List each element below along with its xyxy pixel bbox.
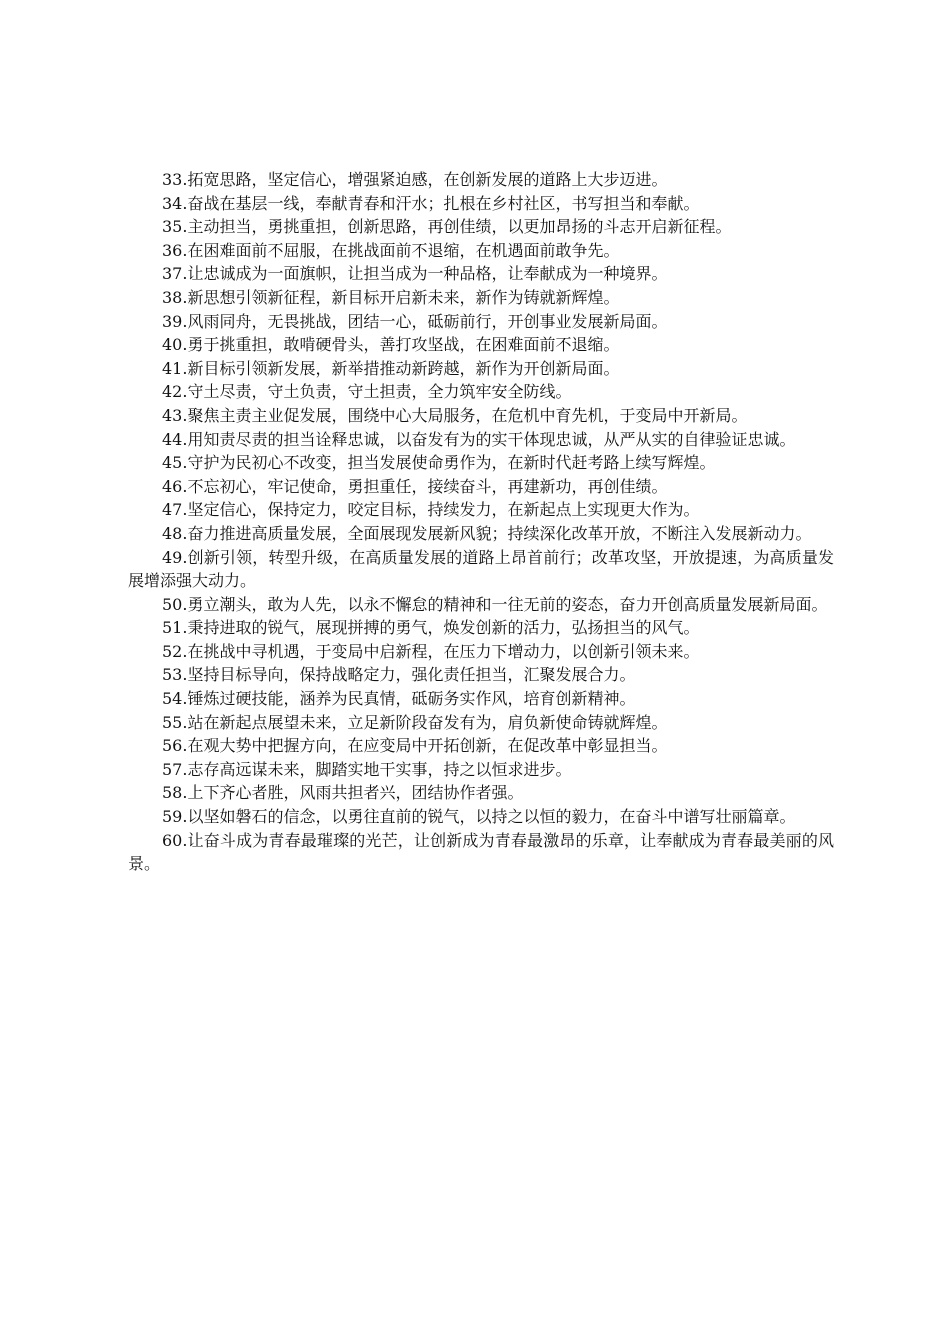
list-item: 41.新目标引领新发展，新举措推动新跨越，新作为开创新局面。 [162,358,620,378]
list-item: 46.不忘初心，牢记使命，勇担重任，接续奋斗，再建新功，再创佳绩。 [162,476,668,496]
list-item: 43.聚焦主责主业促发展，围绕中心大局服务，在危机中育先机，于变局中开新局。 [162,405,748,425]
list-item: 38.新思想引领新征程，新目标开启新未来，新作为铸就新辉煌。 [162,287,620,307]
list-item: 50.勇立潮头，敢为人先，以永不懈怠的精神和一往无前的姿态，奋力开创高质量发展新局面。 [162,594,828,614]
list-item: 54.锤炼过硬技能，涵养为民真情，砥砺务实作风，培育创新精神。 [162,689,636,709]
list-item: 40.勇于挑重担，敢啃硬骨头，善打攻坚战，在困难面前不退缩。 [162,335,620,355]
list-item: 47.坚定信心，保持定力，咬定目标，持续发力，在新起点上实现更大作为。 [162,500,700,520]
list-item: 45.守护为民初心不改变，担当发展使命勇作为，在新时代赶考路上续写辉煌。 [162,453,716,473]
list-item: 33.拓宽思路，坚定信心，增强紧迫感，在创新发展的道路上大步迈进。 [162,170,668,189]
list-item: 34.奋战在基层一线，奉献青春和汗水；扎根在乡村社区，书写担当和奉献。 [162,193,700,213]
list-item: 56.在观大势中把握方向，在应变局中开拓创新，在促改革中彰显担当。 [162,736,668,756]
list-item: 37.让忠诚成为一面旗帜，让担当成为一种品格，让奉献成为一种境界。 [162,264,668,284]
list-item: 42.守土尽责，守土负责，守土担责，全力筑牢安全防线。 [162,382,572,402]
list-item: 59.以坚如磐石的信念，以勇往直前的锐气，以持之以恒的毅力，在奋斗中谱写壮丽篇章。 [162,807,796,827]
list-item: 52.在挑战中寻机遇，于变局中启新程，在压力下增动力，以创新引领未来。 [162,641,700,661]
list-item: 44.用知责尽责的担当诠释忠诚，以奋发有为的实干体现忠诚，从严从实的自律验证忠诚。 [162,429,796,449]
list-item: 60.让奋斗成为青春最璀璨的光芒，让创新成为青春最激昂的乐章，让奉献成为青春最美丽的风景。 [128,830,834,874]
list-item: 58.上下齐心者胜，风雨共担者兴，团结协作者强。 [162,783,524,803]
list-item: 49.创新引领，转型升级，在高质量发展的道路上昂首前行；改革攻坚，开放提速，为高质量发展增添强大动力。 [128,547,834,591]
slogan-list [128,168,834,876]
list-item: 55.站在新起点展望未来，立足新阶段奋发有为，肩负新使命铸就辉煌。 [162,712,668,732]
list-item: 36.在困难面前不屈服，在挑战面前不退缩，在机遇面前敢争先。 [162,240,620,260]
list-item: 39.风雨同舟，无畏挑战，团结一心，砥砺前行，开创事业发展新局面。 [162,311,668,331]
list-item: 35.主动担当，勇挑重担，创新思路，再创佳绩，以更加昂扬的斗志开启新征程。 [162,217,732,237]
list-item: 48.奋力推进高质量发展，全面展现发展新风貌；持续深化改革开放，不断注入发展新动力。 [162,523,812,543]
list-item: 53.坚持目标导向，保持战略定力，强化责任担当，汇聚发展合力。 [162,665,636,685]
list-item: 57.志存高远谋未来，脚踏实地干实事，持之以恒求进步。 [162,759,572,779]
list-item: 51.秉持进取的锐气，展现拼搏的勇气，焕发创新的活力，弘扬担当的风气。 [162,618,700,638]
